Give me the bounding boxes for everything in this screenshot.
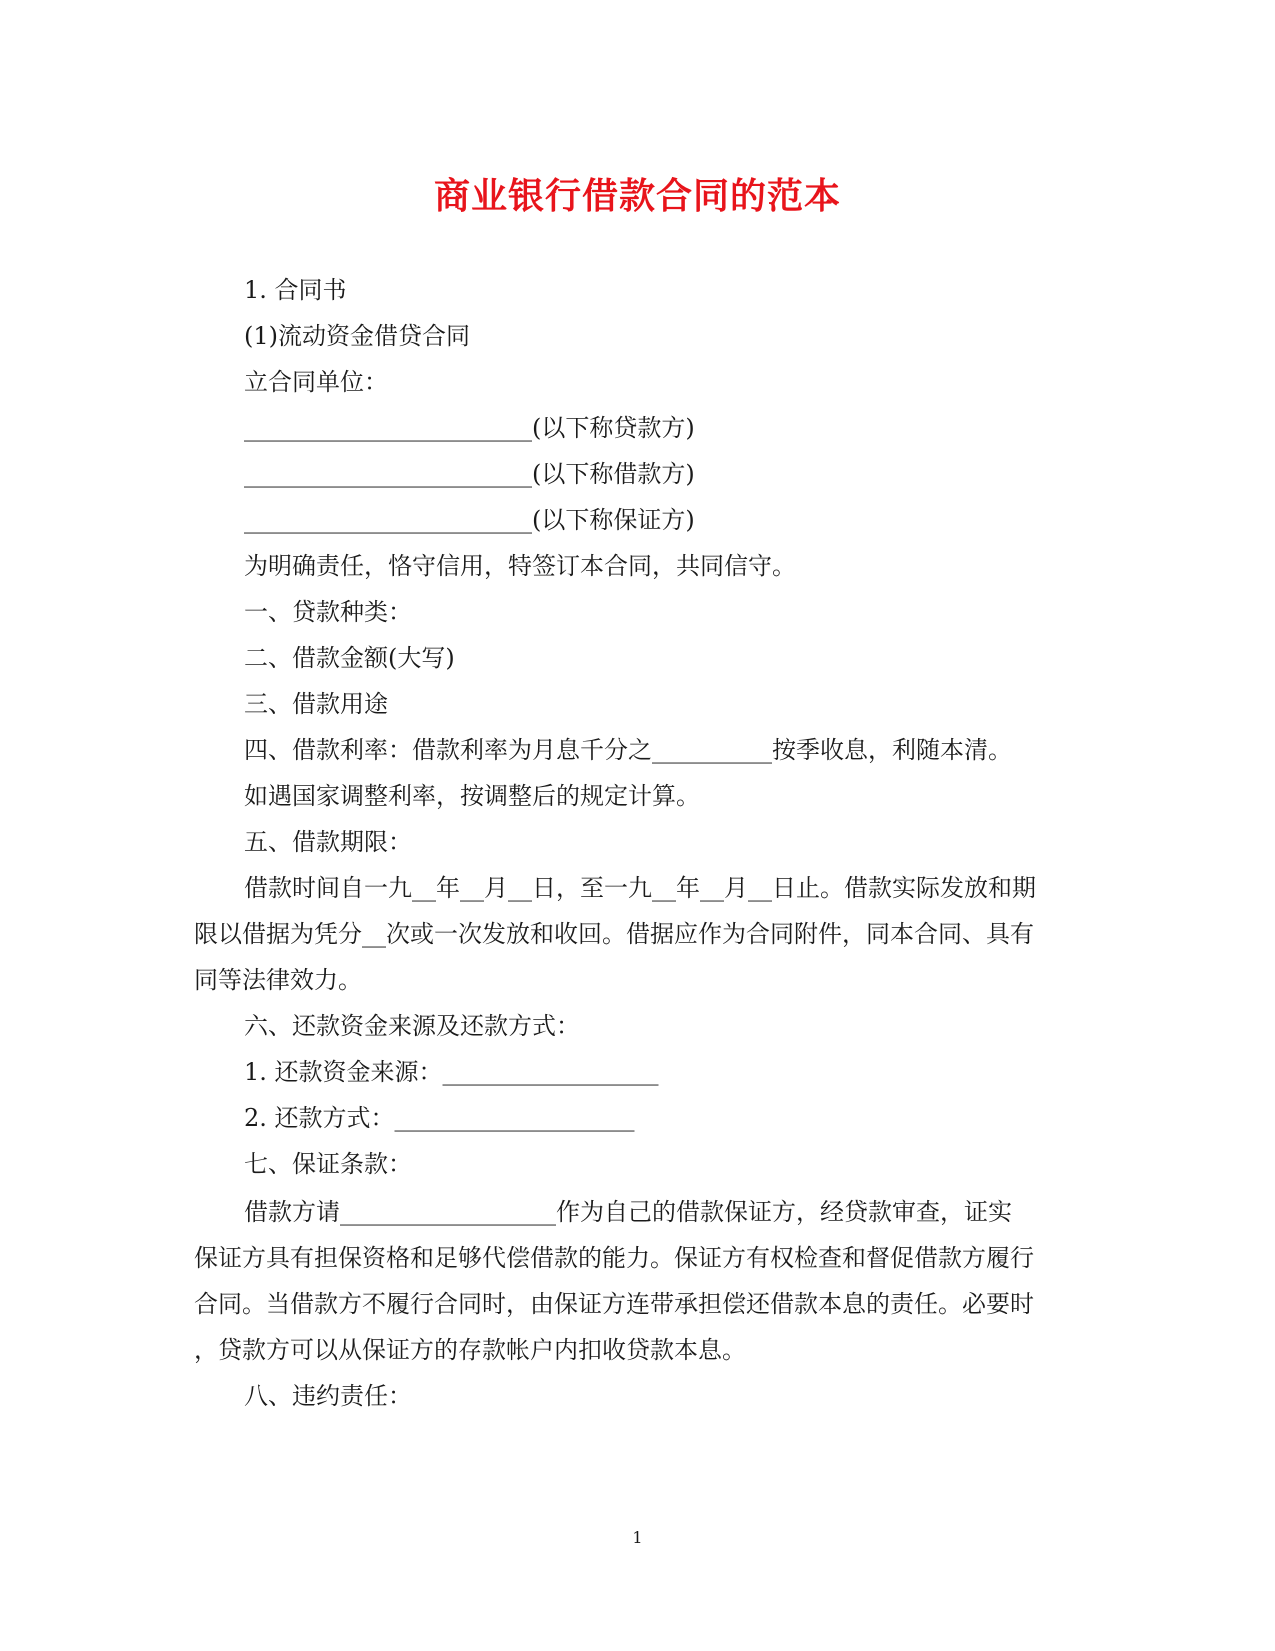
clause-loan-type: 一、贷款种类： [244,598,412,626]
guarantee-paragraph-line-4: ，贷款方可以从保证方的存款帐户内扣收贷款本息。 [194,1336,746,1364]
clause-breach-liability: 八、违约责任： [244,1382,412,1410]
guarantee-paragraph-line-2: 保证方具有担保资格和足够代偿借款的能力。保证方有权检查和督促借款方履行 [194,1244,1034,1272]
contract-parties-label: 立合同单位： [244,368,388,396]
clause-repayment: 六、还款资金来源及还款方式： [244,1012,580,1040]
section-contract-book: 1. 合同书 [244,276,347,304]
document-title: 商业银行借款合同的范本 [433,175,841,217]
interest-adjustment-text: 如遇国家调整利率，按调整后的规定计算。 [244,782,700,810]
clause-interest-rate: 四、借款利率：借款利率为月息千分之__________按季收息，利随本清。 [244,736,1012,764]
clause-loan-amount: 二、借款金额(大写) [244,644,455,672]
borrower-blank: ________________________(以下称借款方) [244,460,695,488]
clause-guarantee: 七、保证条款： [244,1150,412,1178]
guarantor-blank: ________________________(以下称保证方) [244,506,695,534]
repayment-method: 2. 还款方式：____________________ [244,1104,635,1132]
loan-term-paragraph-line-2: 限以借据为凭分__次或一次发放和收回。借据应作为合同附件，同本合同、具有 [194,920,1034,948]
clause-loan-term: 五、借款期限： [244,828,412,856]
loan-term-paragraph-line-1: 借款时间自一九__年__月__日，至一九__年__月__日止。借款实际发放和期 [244,874,1036,902]
preamble-text: 为明确责任，恪守信用，特签订本合同，共同信守。 [244,552,796,580]
lender-blank: ________________________(以下称贷款方) [244,414,695,442]
page-number: 1 [632,1528,643,1547]
loan-term-paragraph-line-3: 同等法律效力。 [194,966,362,994]
guarantee-paragraph-line-1: 借款方请__________________作为自己的借款保证方，经贷款审查，证实 [244,1198,1012,1226]
repayment-source: 1. 还款资金来源：__________________ [244,1058,659,1086]
guarantee-paragraph-line-3: 合同。当借款方不履行合同时，由保证方连带承担偿还借款本息的责任。必要时 [194,1290,1034,1318]
clause-loan-purpose: 三、借款用途 [244,690,388,718]
subsection-working-capital: (1)流动资金借贷合同 [244,322,470,350]
